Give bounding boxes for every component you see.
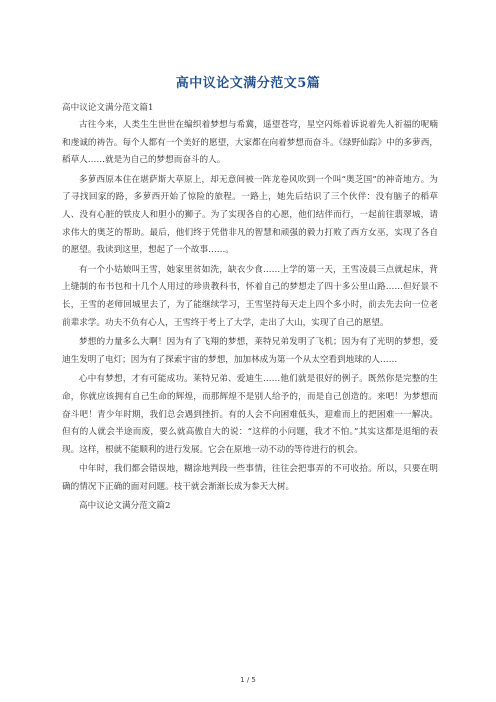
paragraph: 中年时，我们都会错误地，糊涂地判段一些事情，往往会把事弄的不可收拾。所以，只要在明确的情况下正确的面对问题。枝干就会渐渐长成为参天大树。 [62,464,438,492]
paragraph: 古往今来，人类生生世世在编织着梦想与希冀，遥望苍穹，星空闪烁着诉说着先人祈福的呢喃和虔诚的祷告。每个人都有一个美好的愿望，大家都在向着梦想而奋斗。《绿野仙踪》中的多萝西，稻草人……就是为自己的梦想而奋斗的人。 [62,120,438,166]
paragraph: 多萝西原本住在堪萨斯大草原上，却无意间被一阵龙卷风吹到一个叫“奥芝国”的神奇地方。为了寻找回家的路，多萝西开始了惊险的旅程。一路上，她先后结识了三个伙伴：没有脑子的稻草人、没有心脏的铁皮人和胆小的狮子。为了实现各自的心愿，他们结伴而行，一起前往翡翠城，请求伟大的奥芝的帮助。最后，他们终于凭借非凡的智慧和顽强的毅力打败了西方女巫，实现了各自的愿望。我读到这里，想起了一个故事……。 [62,174,438,256]
document-title: 高中议论文满分范文5篇 [175,76,321,91]
paragraph: 有一个小姑娘叫王雪，她家里贫如洗，缺衣少食……上学的第一天，王雪凌晨三点就起床，背上缝制的布书包和十几个人用过的珍贵教科书，怀着自己的梦想走了四十多公里山路……但好景不长，王雪的老师回城里去了，为了能继续学习，王雪坚持每天走上四个多小时，前去先去向一位老前辈求学。功夫不负有心人，王雪终于考上了大学，走出了大山，实现了自己的愿望。 [62,264,438,328]
section-heading: 高中议论文满分范文篇1 [62,103,154,113]
section-heading: 高中议论文满分范文篇2 [79,501,171,512]
document-body [62,100,438,518]
paragraph: 心中有梦想，才有可能成功。莱特兄弟、爱迪生……他们就是很好的例子。既然你是完整的生命，你就应该拥有自己生命的辉煌，而那辉煌不是别人给予的，而是自己创造的。来吧！为梦想而奋斗吧！青少年时期，我们总会遇到挫折。有的人会不向困难低头，迎难而上的把困难一一解决。但有的人就会半途而废，要么就高傲自大的说：“这样的小问题，我才不怕。”其实这都是退缩的表现。这样，根就不能顺利的进行发展。它会在原地一动不动的等待进行的机会。 [62,374,438,455]
page-indicator: 1 / 5 [240,676,256,684]
paragraph: 梦想的力量多么大啊！因为有了飞翔的梦想，莱特兄弟发明了飞机；因为有了光明的梦想，爱迪生发明了电灯；因为有了探索宇宙的梦想，加加林成为第一个从太空看到地球的人…… [62,337,438,365]
